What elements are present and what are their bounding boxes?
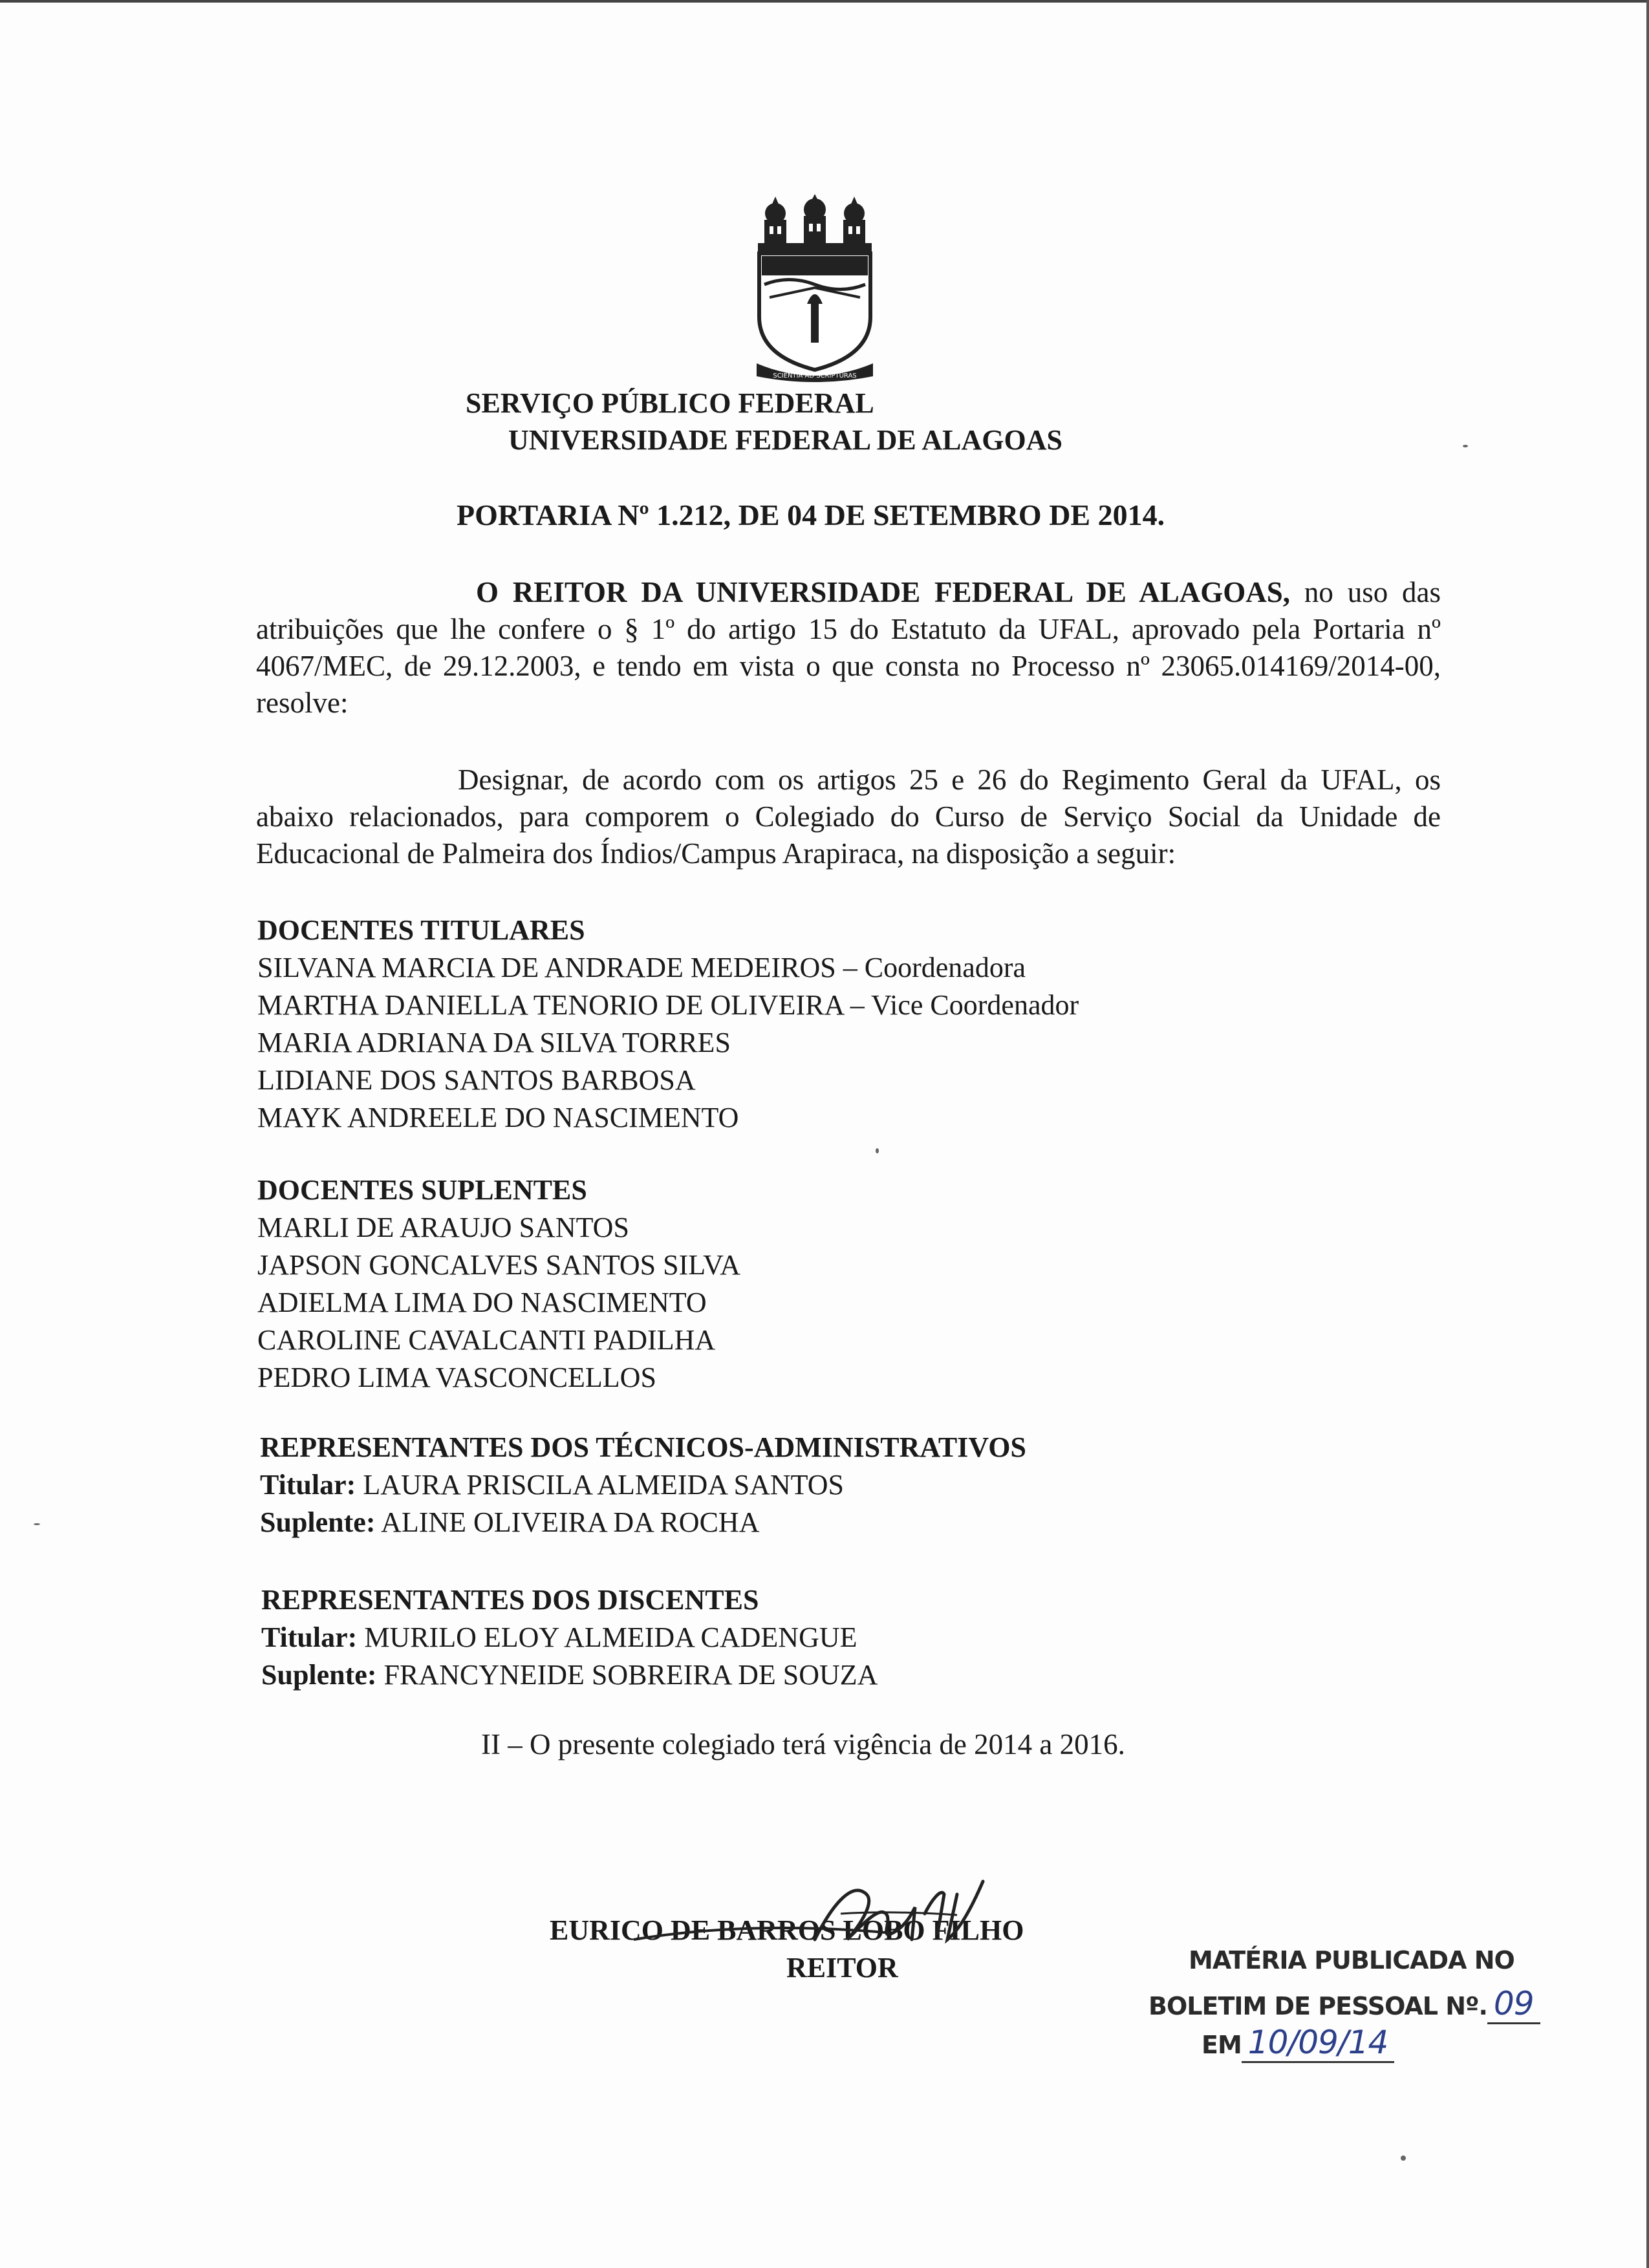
list-item: MAYK ANDREELE DO NASCIMENTO <box>257 1102 739 1133</box>
scan-speck <box>876 1148 879 1153</box>
stamp-date: 10/09/14 <box>1242 2024 1395 2063</box>
designation-paragraph: Designar, de acordo com os artigos 25 e 26 do Regimento Geral da UFAL, os abaixo relacionados, para comporem o Colegiado do Curso de Serviço Social da Unidade de Educacional de Palmeira dos Índios/Campus Arapiraca, na disposição a seguir: <box>256 764 1441 870</box>
header-line-2: UNIVERSIDADE FEDERAL DE ALAGOAS <box>508 424 1062 456</box>
titular-label: Titular: <box>261 1621 358 1653</box>
stamp-line-3-label: EM <box>1202 2031 1242 2059</box>
stamp-line-2 <box>1148 1985 1540 2022</box>
portaria-title: PORTARIA Nº 1.212, DE 04 DE SETEMBRO DE 2014. <box>457 498 1165 531</box>
stamp-line-3 <box>1202 2024 1394 2061</box>
list-item: PEDRO LIMA VASCONCELLOS <box>257 1362 656 1393</box>
list-item: CAROLINE CAVALCANTI PADILHA <box>257 1324 716 1356</box>
signatory-name: EURICO DE BARROS LOBO FILHO <box>550 1914 1024 1946</box>
signatory-role: REITOR <box>786 1952 898 1984</box>
stamp-line-2-label: BOLETIM DE PESSOAL Nº. <box>1148 1992 1487 2020</box>
suplente-name: FRANCYNEIDE SOBREIRA DE SOUZA <box>376 1659 878 1691</box>
section-title: DOCENTES SUPLENTES <box>257 1174 587 1206</box>
docentes-titulares-section <box>257 912 1079 1137</box>
section-title: DOCENTES TITULARES <box>257 914 585 946</box>
scan-speck <box>1463 445 1468 447</box>
tecnicos-section <box>260 1429 1026 1541</box>
university-crest-logo <box>750 194 879 388</box>
header-line-1: SERVIÇO PÚBLICO FEDERAL <box>466 387 874 419</box>
list-item: MARIA ADRIANA DA SILVA TORRES <box>257 1027 731 1058</box>
scan-speck <box>1401 2156 1406 2161</box>
handwritten-signature <box>621 1843 1073 1985</box>
titular-label: Titular: <box>260 1469 356 1501</box>
section-title: REPRESENTANTES DOS TÉCNICOS-ADMINISTRATIVOS <box>260 1431 1026 1463</box>
publication-stamp <box>1148 1946 1534 2088</box>
stamp-boletim-number: 09 <box>1487 1985 1540 2024</box>
discentes-section <box>261 1581 878 1694</box>
titular-row <box>261 1619 878 1656</box>
scan-edge-top <box>0 0 1649 3</box>
list-item: ADIELMA LIMA DO NASCIMENTO <box>257 1287 707 1318</box>
suplente-row <box>261 1656 878 1694</box>
list-item: MARLI DE ARAUJO SANTOS <box>257 1212 629 1243</box>
suplente-label: Suplente: <box>261 1659 377 1691</box>
closing-article: II – O presente colegiado terá vigência de 2014 a 2016. <box>481 1728 1125 1760</box>
titular-name: LAURA PRISCILA ALMEIDA SANTOS <box>356 1469 844 1501</box>
preamble-text: no uso das atribuições que lhe confere o § 1º do artigo 15 do Estatuto da UFAL, aprovado pela Portaria nº 4067/MEC, de 29.12.2003, e tendo em vista o que consta no Processo nº 23065.014169/2014-00, resolve: <box>256 576 1441 719</box>
titular-row <box>260 1466 1026 1504</box>
scan-edge-right <box>1646 0 1649 2268</box>
list-item: SILVANA MARCIA DE ANDRADE MEDEIROS – Coordenadora <box>257 952 1026 983</box>
stamp-line-1: MATÉRIA PUBLICADA NO <box>1189 1946 1514 1974</box>
section-title: REPRESENTANTES DOS DISCENTES <box>261 1584 759 1616</box>
list-item: JAPSON GONCALVES SANTOS SILVA <box>257 1249 740 1281</box>
crest-motto: SCIENTIA AD SCRIPTURAS <box>773 372 857 380</box>
suplente-label: Suplente: <box>260 1506 376 1538</box>
preamble-lead: O REITOR DA UNIVERSIDADE FEDERAL DE ALAGOAS, <box>476 576 1291 608</box>
scan-speck <box>34 1523 40 1525</box>
list-item: MARTHA DANIELLA TENORIO DE OLIVEIRA – Vice Coordenador <box>257 989 1079 1021</box>
list-item: LIDIANE DOS SANTOS BARBOSA <box>257 1064 696 1096</box>
titular-name: MURILO ELOY ALMEIDA CADENGUE <box>357 1621 857 1653</box>
suplente-name: ALINE OLIVEIRA DA ROCHA <box>375 1506 760 1538</box>
docentes-suplentes-section <box>257 1171 740 1396</box>
preamble-paragraph <box>256 574 1441 722</box>
suplente-row <box>260 1504 1026 1541</box>
